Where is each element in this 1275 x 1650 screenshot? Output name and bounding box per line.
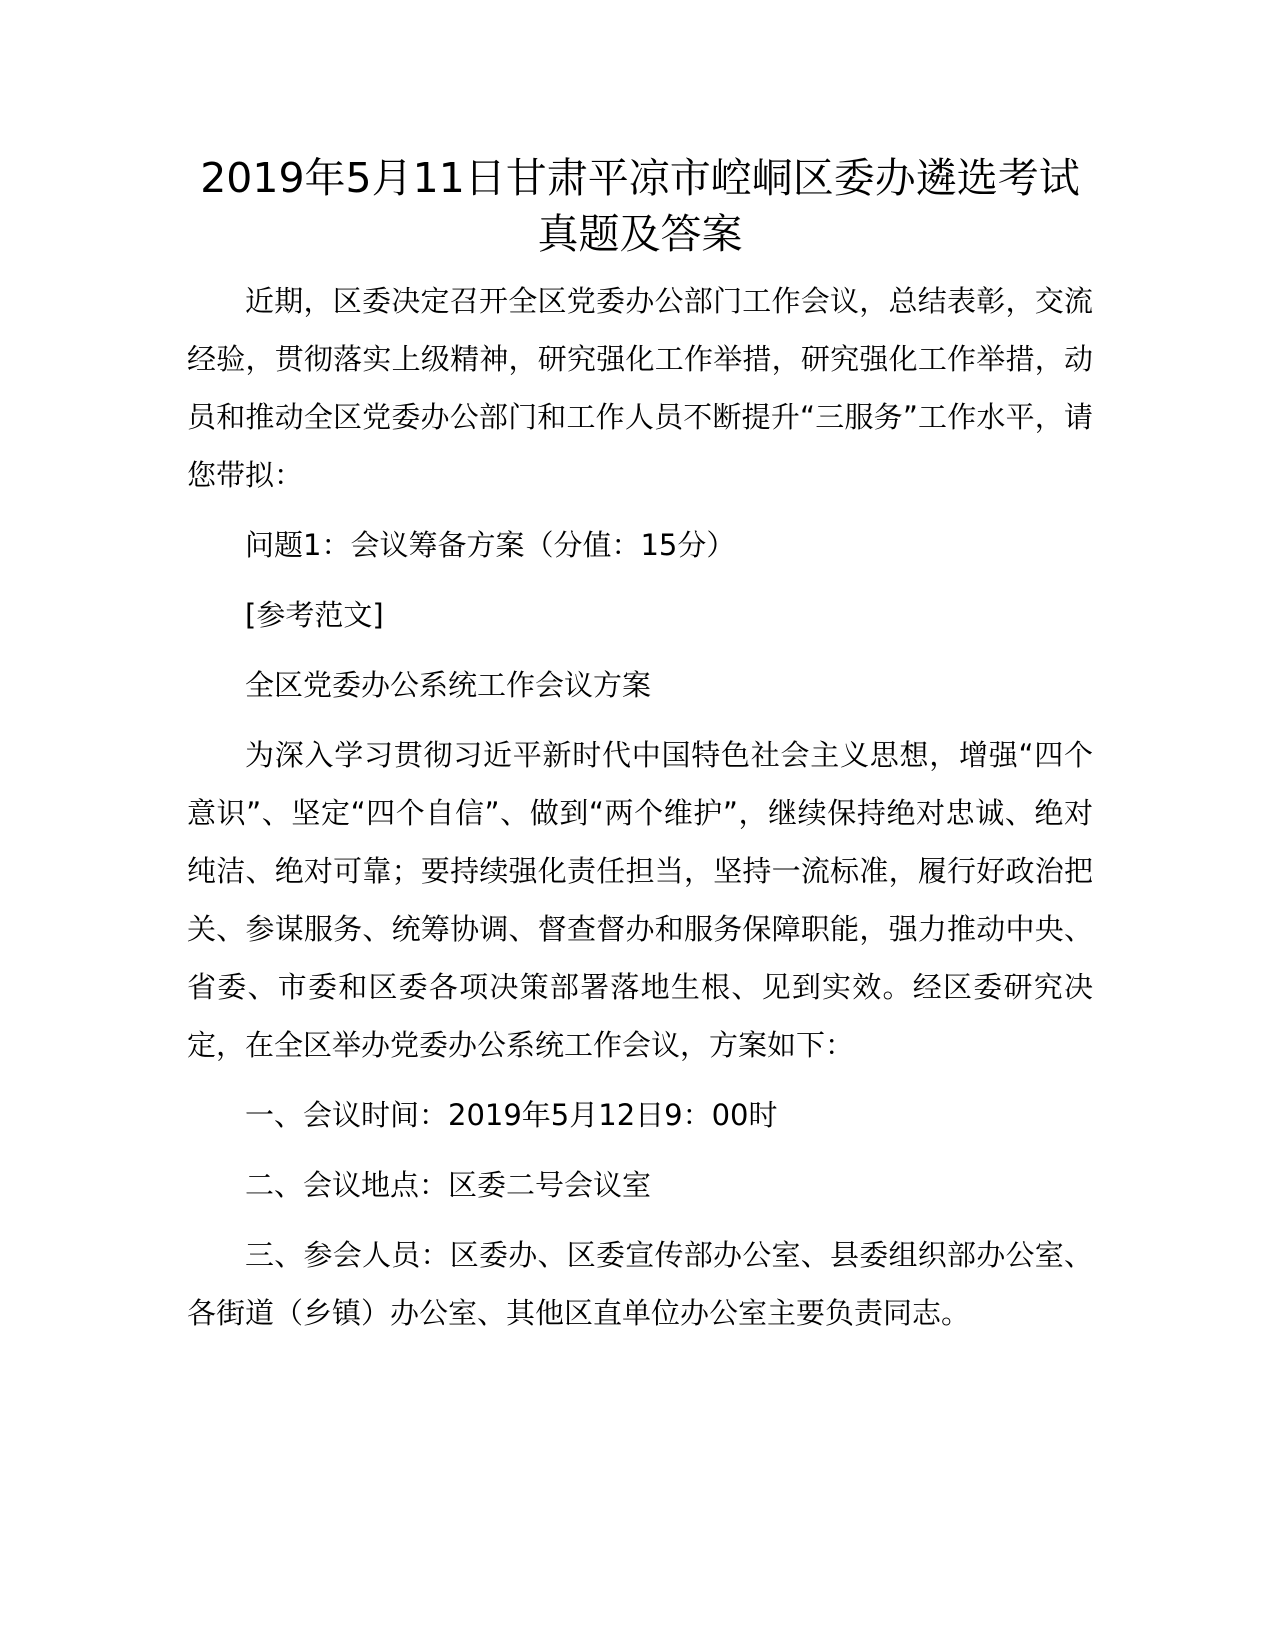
reference-label: [参考范文] — [245, 598, 384, 632]
document-title: 2019年5月11日甘肃平凉市崆峒区委办遴选考试真题及答案 — [200, 154, 1080, 258]
intro-paragraph: 近期，区委决定召开全区党委办公部门工作会议，总结表彰，交流经验，贯彻落实上级精神，研究强化工作举措，研究强化工作举措，动员和推动全区党委办公部门和工作人员不断提升“三服务”工作水平，请您带拟： — [187, 284, 1093, 492]
plan-intro-paragraph: 为深入学习贯彻习近平新时代中国特色社会主义思想，增强“四个意识”、坚定“四个自信”、做到“两个维护”，继续保持绝对忠诚、绝对纯洁、绝对可靠；要持续强化责任担当，坚持一流标准，履行好政治把关、参谋服务、统筹协调、督查督办和服务保障职能，强力推动中央、省委、市委和区委各项决策部署落地生根、见到实效。经区委研究决定，在全区举办党委办公系统工作会议，方案如下： — [187, 738, 1093, 1062]
meeting-location-item: 二、会议地点：区委二号会议室 — [245, 1168, 652, 1202]
plan-heading: 全区党委办公系统工作会议方案 — [245, 668, 652, 702]
document-page — [187, 150, 1093, 1342]
meeting-time-item: 一、会议时间：2019年5月12日9：00时 — [245, 1098, 778, 1132]
question-line: 问题1：会议筹备方案（分值：15分） — [245, 528, 736, 562]
attendees-item: 三、参会人员：区委办、区委宣传部办公室、县委组织部办公室、各街道（乡镇）办公室、其他区直单位办公室主要负责同志。 — [187, 1238, 1093, 1330]
